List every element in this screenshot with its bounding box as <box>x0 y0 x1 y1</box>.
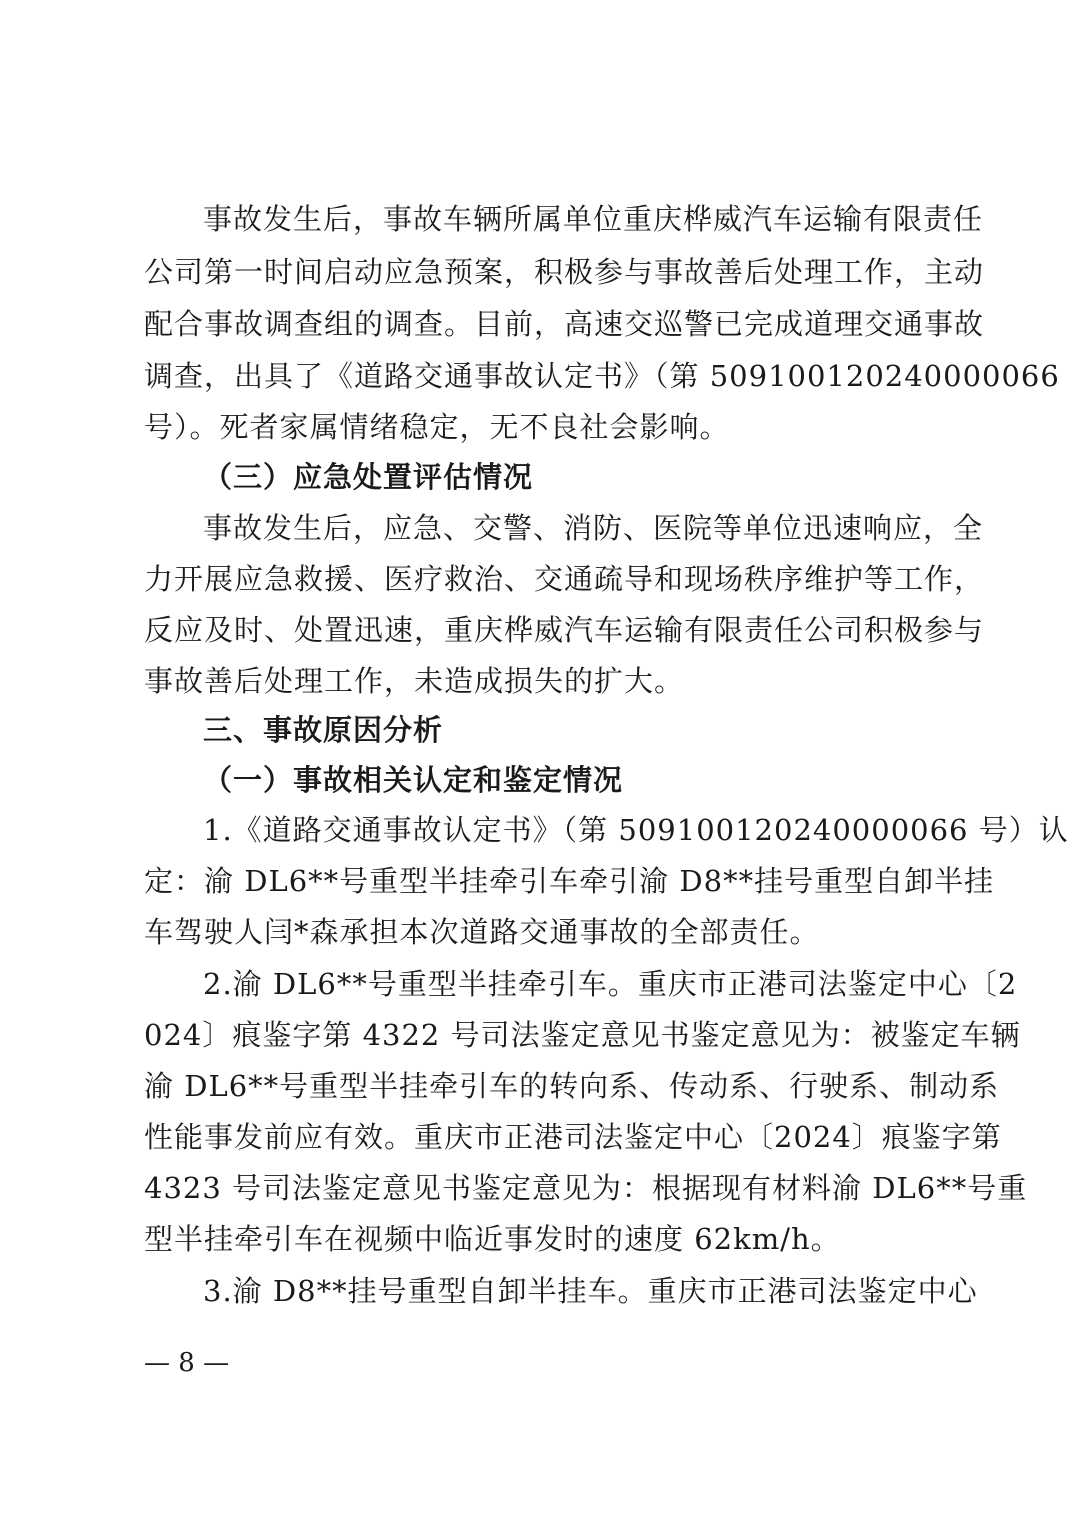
paragraph-line: 2.渝 DL6**号重型半挂牵引车。重庆市正港司法鉴定中心〔2 <box>203 967 1018 1001</box>
paragraph-line: 配合事故调查组的调查。目前，高速交巡警已完成道理交通事故 <box>144 307 985 341</box>
paragraph-line: 性能事发前应有效。重庆市正港司法鉴定中心〔2024〕痕鉴字第 <box>144 1120 1002 1154</box>
paragraph-line: 调查，出具了《道路交通事故认定书》（第 509100120240000066 <box>144 359 1060 393</box>
paragraph-line: 4323 号司法鉴定意见书鉴定意见为：根据现有材料渝 DL6**号重 <box>144 1171 1028 1205</box>
page-number: — 8 — <box>144 1348 230 1378</box>
paragraph-line: 1.《道路交通事故认定书》（第 509100120240000066 号）认 <box>203 813 1069 847</box>
paragraph-line: 车驾驶人闫*森承担本次道路交通事故的全部责任。 <box>144 915 820 949</box>
paragraph-line: 定：渝 DL6**号重型半挂牵引车牵引渝 D8**挂号重型自卸半挂 <box>144 864 995 898</box>
paragraph-line: 号）。死者家属情绪稳定，无不良社会影响。 <box>144 410 730 444</box>
paragraph-line: 事故发生后，应急、交警、消防、医院等单位迅速响应，全 <box>203 511 984 545</box>
section-heading: （三）应急处置评估情况 <box>203 460 534 494</box>
section-heading: （一）事故相关认定和鉴定情况 <box>203 763 624 797</box>
paragraph-line: 反应及时、处置迅速，重庆桦威汽车运输有限责任公司积极参与 <box>144 613 985 647</box>
chapter-heading: 三、事故原因分析 <box>203 713 444 747</box>
paragraph-line: 渝 DL6**号重型半挂牵引车的转向系、传动系、行驶系、制动系 <box>144 1069 1000 1103</box>
paragraph-line: 024〕痕鉴字第 4322 号司法鉴定意见书鉴定意见为：被鉴定车辆 <box>144 1018 1021 1052</box>
paragraph-line: 力开展应急救援、医疗救治、交通疏导和现场秩序维护等工作， <box>144 562 985 596</box>
paragraph-line: 型半挂牵引车在视频中临近事发时的速度 62km/h。 <box>144 1222 841 1256</box>
paragraph-line: 事故发生后，事故车辆所属单位重庆桦威汽车运输有限责任 <box>203 202 984 236</box>
paragraph-line: 3.渝 D8**挂号重型自卸半挂车。重庆市正港司法鉴定中心 <box>203 1274 978 1308</box>
paragraph-line: 公司第一时间启动应急预案，积极参与事故善后处理工作，主动 <box>144 255 985 289</box>
paragraph-line: 事故善后处理工作，未造成损失的扩大。 <box>144 664 685 698</box>
